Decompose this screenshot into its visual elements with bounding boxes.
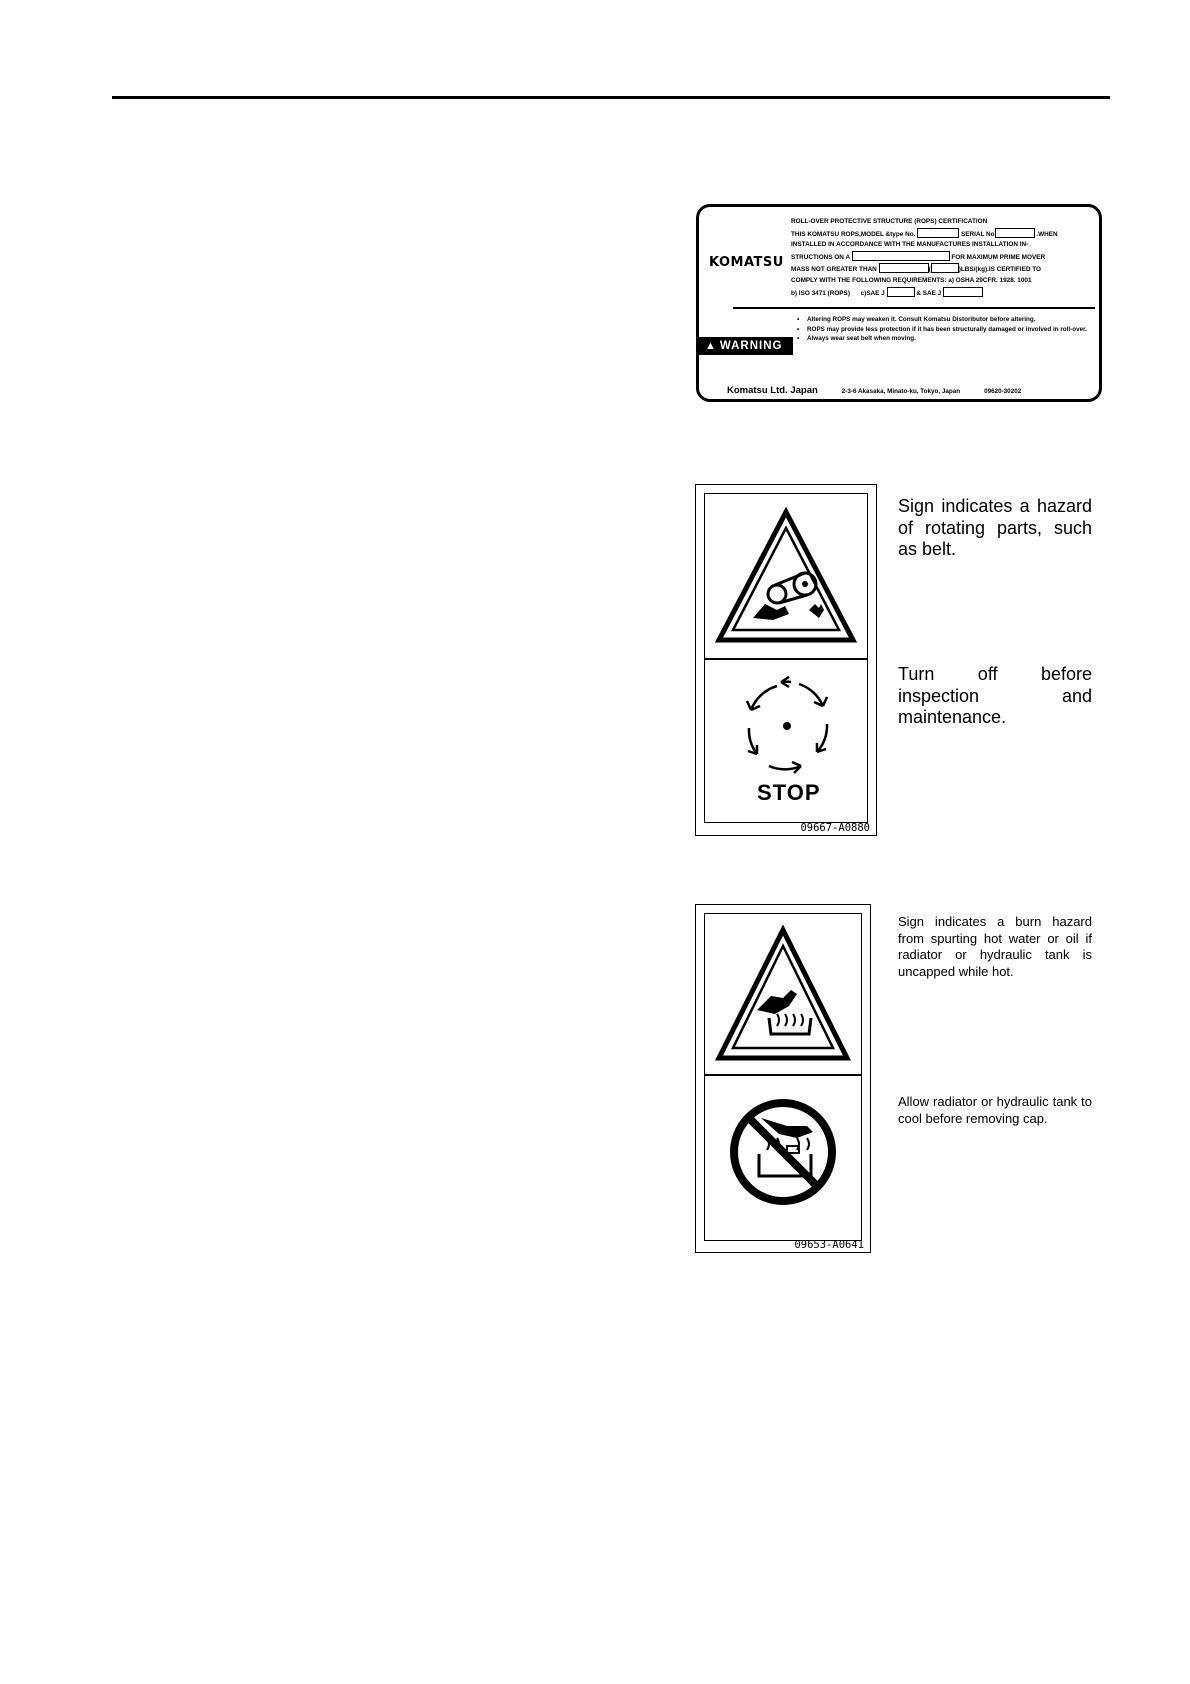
stop-word: STOP [757,780,821,805]
machine-field-box [852,251,950,261]
rotating-belt-hazard-icon [713,506,859,646]
rops-certification-text: ROLL-OVER PROTECTIVE STRUCTURE (ROPS) CERTIFICATION THIS KOMATSU ROPS,MODEL &type No. SERIAL No .WHEN INSTALLED IN ACCORDANCE WITH THE MANUFACTURES INSTALLATION IN- STRUCTIONS ON A FOR MAXIMUM PRIME MOVER MASS NOT GREATER THAN ( )LBS/(kg).IS CERTIFIED TO COMPLY WITH THE FOLLOWING REQUIREMENTS: a) OSHA 29CFR. 1928. 1001 b) ISO 3471 (ROPS) c)SAE J & SAE J [791,218,1058,297]
plate-part-number: 09620-30202 [984,388,1022,395]
model-field-box [917,228,959,238]
company-address: 2-3-6 Akasaka, Minato-ku, Tokyo, Japan [841,388,961,395]
mass-kg-field-box [931,263,959,273]
plate-footer [727,385,1097,396]
rotating-parts-label [695,484,877,836]
list-item: • Always wear seat belt when moving. [795,334,1095,344]
sae-j2-field-box [943,287,983,297]
burn-action-description: Allow radiator or hydraulic tank to cool before removing cap. [898,1094,1092,1126]
mass-lbs-field-box [879,263,929,273]
rotating-action-description: Turn off before inspection and maintenance. [898,664,1092,728]
label-code: 09653-A0641 [794,1239,864,1251]
komatsu-logo: KOMATSU [709,255,784,270]
plate-divider [733,307,1095,309]
rops-certification-plate [696,204,1102,402]
no-uncap-hot-icon [727,1096,839,1208]
rops-title: ROLL-OVER PROTECTIVE STRUCTURE (ROPS) CERTIFICATION [791,218,988,225]
rotating-hazard-description: Sign indicates a hazard of rotating parts, such as belt. [898,496,1092,560]
rotation-arrows-icon [741,676,833,776]
serial-field-box [995,228,1035,238]
list-item: • ROPS may provide less protection if it has been structurally damaged or involved in roll-over. [795,325,1095,335]
warning-triangle-icon: ▲ [705,340,717,352]
burn-hazard-label [695,904,871,1253]
sae-j1-field-box [887,287,915,297]
company-name: Komatsu Ltd. Japan [727,385,818,396]
burn-hazard-icon [713,924,853,1064]
burn-hazard-description: Sign indicates a burn hazard from spurting hot water or oil if radiator or hydraulic tank is uncapped while hot. [898,914,1092,979]
rops-warning-list [795,315,1095,344]
warning-badge: ▲ WARNING [699,337,793,355]
header-rule [112,96,1110,99]
label-code: 09667-A0880 [800,822,870,834]
list-item: • Altering ROPS may weaken it. Consult Komatsu Distoributor before altering. [795,315,1095,325]
